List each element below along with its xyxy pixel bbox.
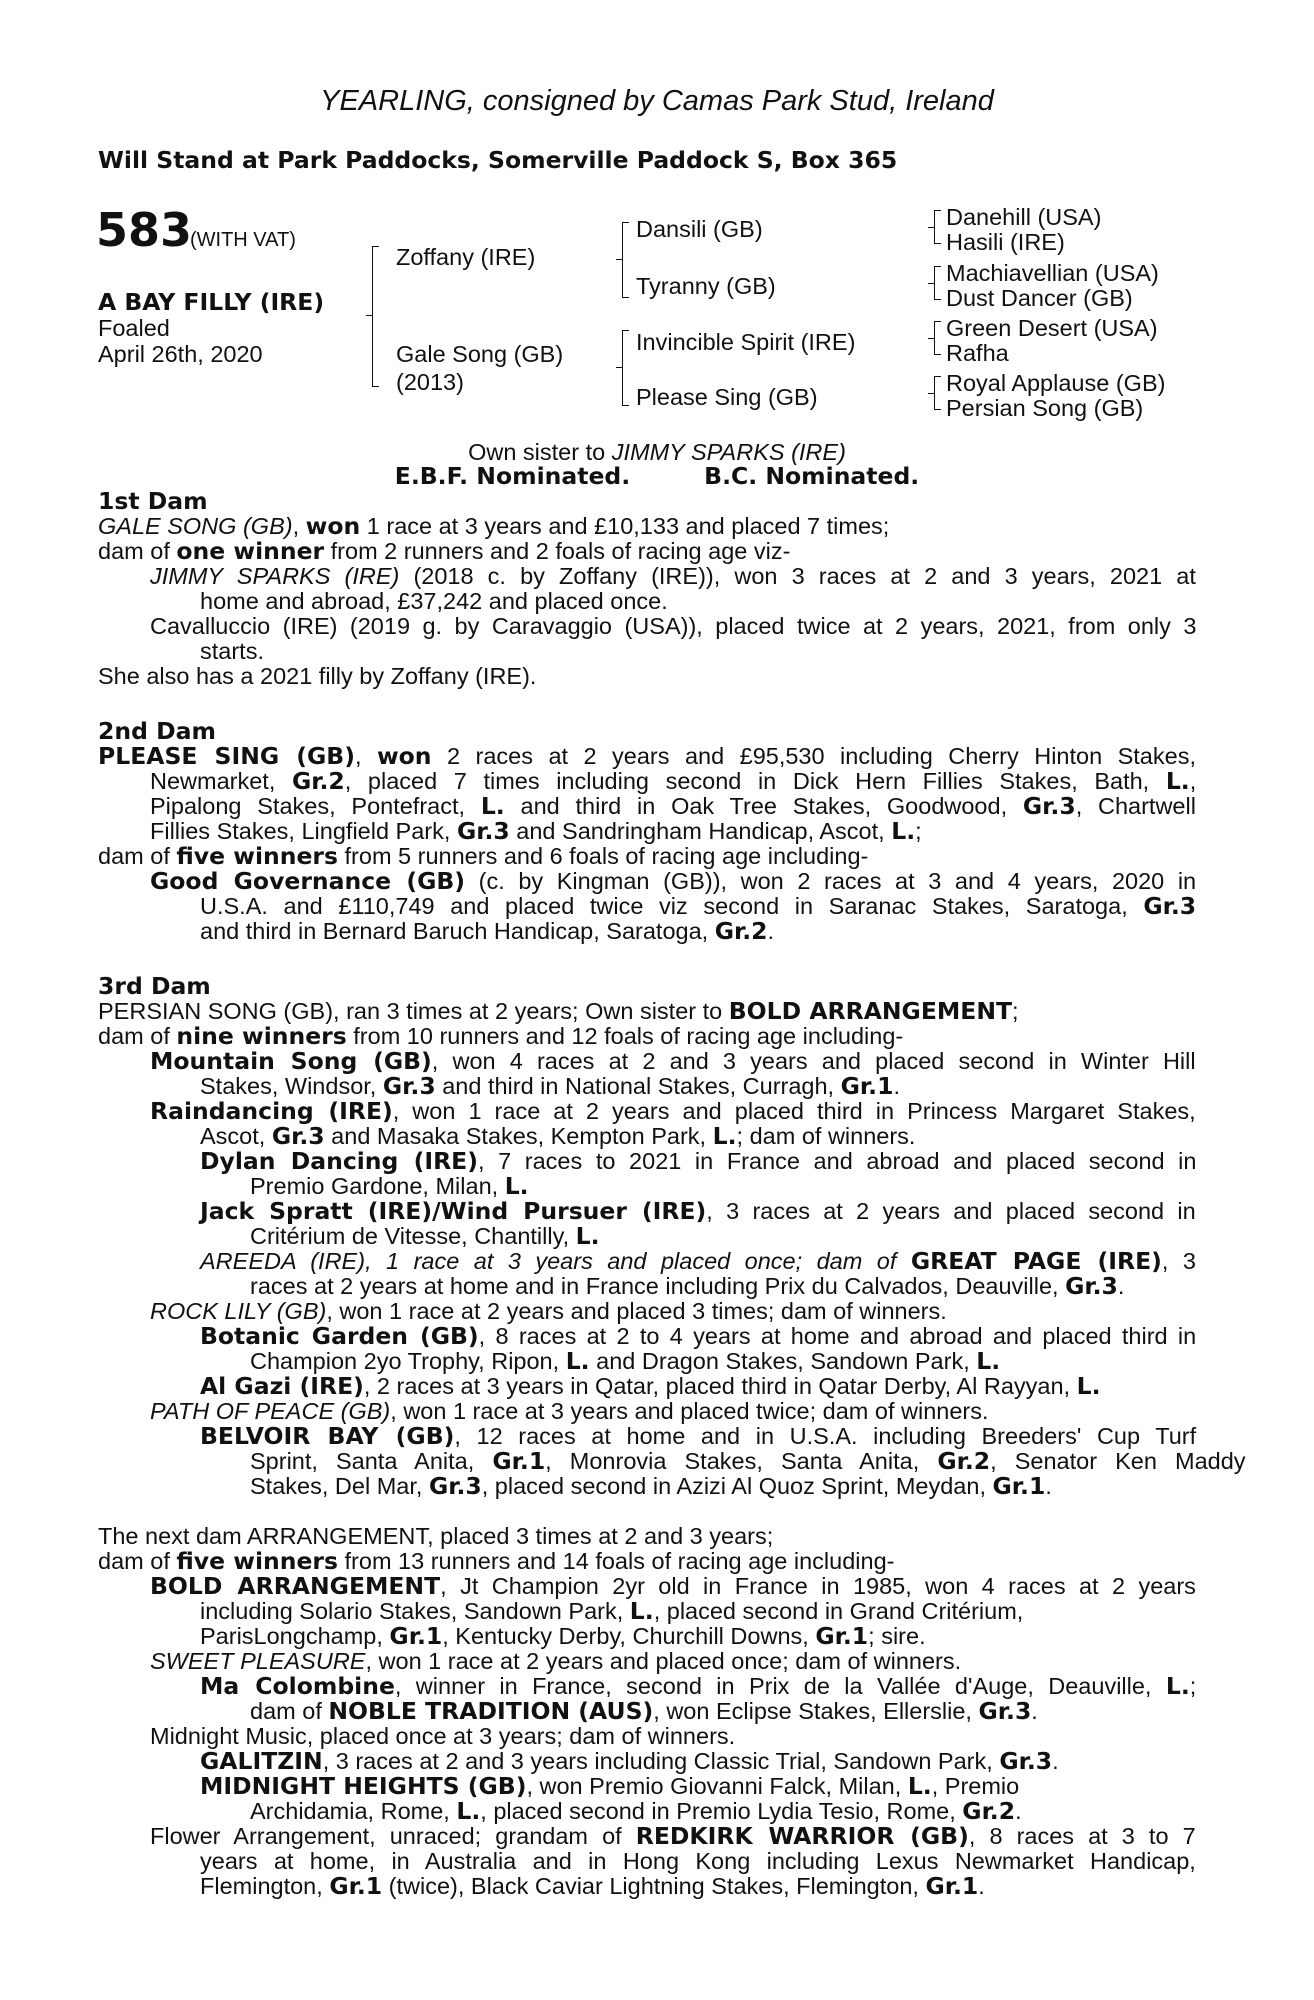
text-run: dam of bbox=[98, 538, 177, 564]
record-line bbox=[150, 1724, 735, 1749]
text-run: Fillies Stakes, Lingfield Park, bbox=[150, 818, 457, 844]
bold-text: five winners bbox=[176, 1547, 338, 1575]
foaled-label: Foaled bbox=[98, 315, 170, 341]
text-run: , 3 races at 2 and 3 years including Classic Trial, Sandown Park, bbox=[322, 1748, 1000, 1774]
bold-text: Gr.3 bbox=[1143, 892, 1197, 920]
text-run: , Kentucky Derby, Churchill Downs, bbox=[442, 1623, 816, 1649]
record-line bbox=[98, 844, 868, 869]
brace-notch bbox=[928, 393, 934, 394]
bold-text: Gr.1 bbox=[925, 1872, 979, 1900]
text-run: , 3 races at 2 years and placed second in bbox=[706, 1198, 1196, 1224]
text-run: (2018 c. by Zoffany (IRE)), won 3 races at 2 and 3 years, 2021 at bbox=[399, 563, 1196, 589]
text-run: and Sandringham Handicap, Ascot, bbox=[509, 818, 892, 844]
sire-line-brace bbox=[622, 222, 623, 298]
text-run: , Senator Ken Maddy bbox=[990, 1448, 1246, 1474]
text-run: , 2 races at 3 years in Qatar, placed third in Qatar Derby, Al Rayyan, bbox=[363, 1373, 1077, 1399]
gen3-item: Dansili (GB) bbox=[636, 216, 763, 242]
text-run: Pipalong Stakes, Pontefract, bbox=[150, 793, 481, 819]
text-run: Champion 2yo Trophy, Ripon, bbox=[250, 1348, 566, 1374]
text-run: , won 1 race at 3 years and placed twice; dam of winners. bbox=[390, 1398, 989, 1424]
text-run: ; bbox=[1189, 1673, 1197, 1699]
text-run: 1 race at 3 years and £10,133 and placed 7 times; bbox=[360, 513, 890, 539]
record-line bbox=[150, 1399, 989, 1424]
text-run: , Chartwell bbox=[1075, 793, 1196, 819]
record-line bbox=[200, 1749, 1059, 1774]
record-line bbox=[200, 1149, 1196, 1174]
bold-text: Gr.1 bbox=[840, 1072, 894, 1100]
bold-text: Gr.1 bbox=[992, 1472, 1046, 1500]
text-run: dam of bbox=[98, 1548, 177, 1574]
text-run: , won 1 race at 2 years and placed third in Princess Margaret Stakes, bbox=[392, 1098, 1196, 1124]
bold-text: BOLD ARRANGEMENT bbox=[150, 1572, 441, 1600]
text-run: , Jt Champion 2yr old in France in 1985, won 4 races at 2 years bbox=[440, 1573, 1196, 1599]
gen4-item: Machiavellian (USA) bbox=[946, 260, 1159, 286]
record-line bbox=[250, 1174, 529, 1199]
bc-nominated: B.C. Nominated. bbox=[704, 462, 920, 490]
text-run: and Dragon Stakes, Sandown Park, bbox=[589, 1348, 977, 1374]
bold-text: L. bbox=[891, 817, 916, 845]
bold-text: Gr.2 bbox=[937, 1447, 991, 1475]
text-run: and third in Oak Tree Stakes, Goodwood, bbox=[504, 793, 1023, 819]
gen3-item: Please Sing (GB) bbox=[636, 384, 818, 410]
gen4-item: Danehill (USA) bbox=[946, 204, 1102, 230]
bold-text: L. bbox=[575, 1222, 600, 1250]
text-run: and third in Bernard Baruch Handicap, Saratoga, bbox=[200, 918, 715, 944]
text-run: , won Premio Giovanni Falck, Milan, bbox=[526, 1773, 908, 1799]
bold-text: Gr.2 bbox=[714, 917, 768, 945]
record-line bbox=[150, 1824, 1196, 1849]
record-line bbox=[98, 539, 790, 564]
text-run: from 5 runners and 6 foals of racing age including- bbox=[337, 843, 869, 869]
record-line bbox=[200, 1074, 900, 1099]
bold-text: Gr.3 bbox=[999, 1747, 1053, 1775]
text-run: Premio Gardone, Milan, bbox=[250, 1173, 505, 1199]
record-line bbox=[200, 919, 774, 944]
lot-name: A BAY FILLY (IRE) bbox=[98, 288, 325, 316]
text-run: , won 1 race at 2 years and placed 3 times; dam of winners. bbox=[326, 1298, 947, 1324]
text-run: . bbox=[1031, 1698, 1038, 1724]
record-line bbox=[150, 564, 1196, 589]
first-dam-heading: 1st Dam bbox=[98, 487, 208, 515]
record-line bbox=[200, 1674, 1196, 1699]
bold-text: Gr.1 bbox=[329, 1872, 383, 1900]
bold-text: L. bbox=[1165, 1672, 1190, 1700]
text-run: , bbox=[292, 513, 306, 539]
text-run: , 8 races at 3 to 7 bbox=[968, 1823, 1196, 1849]
bold-text: nine winners bbox=[176, 1022, 347, 1050]
dam-year: (2013) bbox=[396, 369, 464, 395]
text-run: The next dam ARRANGEMENT, placed 3 times at 2 and 3 years; bbox=[98, 1523, 774, 1549]
record-line bbox=[200, 1124, 915, 1149]
record-line bbox=[98, 514, 889, 539]
text-run: including Solario Stakes, Sandown Park, bbox=[200, 1598, 630, 1624]
text-run: ; dam of winners. bbox=[736, 1123, 916, 1149]
text-run: from 13 runners and 14 foals of racing age including- bbox=[337, 1548, 895, 1574]
record-line bbox=[250, 1349, 1000, 1374]
bold-text: Jack Spratt (IRE)/Wind Pursuer (IRE) bbox=[200, 1197, 707, 1225]
brace-notch bbox=[928, 227, 934, 228]
text-run: Stakes, Windsor, bbox=[200, 1073, 383, 1099]
record-line bbox=[250, 1699, 1038, 1724]
record-line bbox=[150, 869, 1196, 894]
record-line bbox=[200, 1324, 1196, 1349]
gen4-brace bbox=[934, 321, 935, 355]
italic-text: PATH OF PEACE (GB) bbox=[150, 1398, 391, 1424]
text-run: Flower Arrangement, unraced; grandam of bbox=[150, 1823, 636, 1849]
text-run: Flemington, bbox=[200, 1873, 330, 1899]
text-run: , won 4 races at 2 and 3 years and placed second in Winter Hill bbox=[431, 1048, 1196, 1074]
brace-notch bbox=[616, 367, 622, 368]
text-run: , placed second in Grand Critérium, bbox=[653, 1598, 1024, 1624]
text-run: from 2 runners and 2 foals of racing age viz- bbox=[324, 538, 791, 564]
record-line bbox=[150, 769, 1196, 794]
record-line bbox=[200, 1849, 1196, 1874]
sire-dam-brace bbox=[372, 246, 373, 387]
bold-text: L. bbox=[907, 1772, 932, 1800]
record-line bbox=[200, 1374, 1101, 1399]
bold-text: Mountain Song (GB) bbox=[150, 1047, 432, 1075]
dam-line-brace bbox=[622, 330, 623, 406]
text-run: , Premio bbox=[931, 1773, 1020, 1799]
bold-text: Raindancing (IRE) bbox=[150, 1097, 393, 1125]
bold-text: won bbox=[376, 742, 432, 770]
gen4-item: Rafha bbox=[946, 340, 1009, 366]
record-line bbox=[250, 1274, 1124, 1299]
text-run: . bbox=[1015, 1798, 1022, 1824]
own-sister-note bbox=[0, 440, 1314, 465]
record-line bbox=[200, 1774, 1019, 1799]
bold-text: L. bbox=[712, 1122, 737, 1150]
text-run: and Masaka Stakes, Kempton Park, bbox=[324, 1123, 713, 1149]
brace-notch bbox=[928, 283, 934, 284]
text-run: ; bbox=[915, 818, 922, 844]
bold-text: Gr.2 bbox=[291, 767, 345, 795]
text-run: , won Eclipse Stakes, Ellerslie, bbox=[653, 1698, 979, 1724]
brace-notch bbox=[928, 338, 934, 339]
text-run: , won 1 race at 2 years and placed once; dam of winners. bbox=[365, 1648, 962, 1674]
text-run: . bbox=[978, 1873, 985, 1899]
text-run: , placed second in Azizi Al Quoz Sprint, Meydan, bbox=[481, 1473, 993, 1499]
text-run: , bbox=[1189, 768, 1197, 794]
record-line bbox=[98, 664, 536, 689]
bold-text: Gr.3 bbox=[382, 1072, 436, 1100]
text-run: from 10 runners and 12 foals of racing age including- bbox=[346, 1023, 904, 1049]
text-run: Ascot, bbox=[200, 1123, 272, 1149]
sire: Zoffany (IRE) bbox=[396, 244, 536, 270]
lot-number: 583 bbox=[96, 203, 193, 257]
text-run: , 8 races at 2 to 4 years at home and abroad and placed third in bbox=[478, 1323, 1197, 1349]
record-line bbox=[150, 1649, 961, 1674]
record-line bbox=[200, 1424, 1196, 1449]
text-run: , Monrovia Stakes, Santa Anita, bbox=[545, 1448, 938, 1474]
text-run: . bbox=[893, 1073, 900, 1099]
record-line bbox=[150, 1049, 1196, 1074]
text-run: She also has a 2021 filly by Zoffany (IRE). bbox=[98, 663, 537, 689]
text-run: Newmarket, bbox=[150, 768, 292, 794]
bold-text: L. bbox=[480, 792, 505, 820]
text-run: dam of bbox=[250, 1698, 329, 1724]
text-run: ; bbox=[1012, 998, 1019, 1024]
text-run: 2 races at 2 years and £95,530 including Cherry Hinton Stakes, bbox=[431, 743, 1196, 769]
text-run: starts. bbox=[200, 638, 264, 664]
text-run: . bbox=[1052, 1748, 1059, 1774]
gen4-brace bbox=[934, 266, 935, 300]
italic-text: JIMMY SPARKS (IRE) bbox=[150, 563, 400, 589]
record-line bbox=[98, 744, 1196, 769]
text-run: PERSIAN SONG (GB), ran 3 times at 2 years; Own sister to bbox=[98, 998, 729, 1024]
record-line bbox=[150, 614, 1196, 639]
text-run: races at 2 years at home and in France including Prix du Calvados, Deauville, bbox=[250, 1273, 1066, 1299]
brace-notch bbox=[616, 259, 622, 260]
gen4-brace bbox=[934, 376, 935, 410]
italic-text: ROCK LILY (GB) bbox=[150, 1298, 327, 1324]
text-run: Critérium de Vitesse, Chantilly, bbox=[250, 1223, 576, 1249]
bold-text: NOBLE TRADITION (AUS) bbox=[328, 1697, 654, 1725]
text-run: , bbox=[354, 743, 377, 769]
bold-text: MIDNIGHT HEIGHTS (GB) bbox=[200, 1772, 527, 1800]
text-run: (c. by Kingman (GB)), won 2 races at 3 and 4 years, 2020 in bbox=[465, 868, 1197, 894]
record-line bbox=[200, 1624, 926, 1649]
third-dam-heading: 3rd Dam bbox=[98, 972, 211, 1000]
text-run: , 3 bbox=[1161, 1248, 1196, 1274]
bold-text: GALITZIN bbox=[200, 1747, 323, 1775]
text-run: years at home, in Australia and in Hong Kong including Lexus Newmarket Handicap, bbox=[200, 1848, 1196, 1874]
text-run: dam of bbox=[98, 1023, 177, 1049]
bold-text: Gr.1 bbox=[492, 1447, 546, 1475]
bold-text: REDKIRK WARRIOR (GB) bbox=[635, 1822, 969, 1850]
bold-text: Gr.3 bbox=[1022, 792, 1076, 820]
bold-text: Gr.1 bbox=[815, 1622, 869, 1650]
foaled-date: April 26th, 2020 bbox=[98, 341, 263, 367]
gen4-brace bbox=[934, 210, 935, 244]
record-line bbox=[250, 1449, 1246, 1474]
record-line bbox=[98, 1549, 894, 1574]
bold-text: L. bbox=[629, 1597, 654, 1625]
italic-text: AREEDA (IRE) bbox=[200, 1248, 366, 1274]
text-run: . bbox=[1045, 1473, 1052, 1499]
gen4-item: Persian Song (GB) bbox=[946, 395, 1144, 421]
record-line bbox=[98, 1024, 903, 1049]
record-line bbox=[200, 1874, 985, 1899]
bold-text: Gr.3 bbox=[428, 1472, 482, 1500]
text-run: , 7 races to 2021 in France and abroad and placed second in bbox=[477, 1148, 1197, 1174]
text-run: dam of bbox=[98, 843, 177, 869]
text-run: Stakes, Del Mar, bbox=[250, 1473, 429, 1499]
record-line bbox=[250, 1474, 1052, 1499]
record-line bbox=[200, 1199, 1196, 1224]
own-sister-name: JIMMY SPARKS (IRE) bbox=[611, 439, 846, 465]
text-run: Archidamia, Rome, bbox=[250, 1798, 457, 1824]
bold-text: Gr.3 bbox=[978, 1697, 1032, 1725]
text-run: , placed second in Premio Lydia Tesio, Rome, bbox=[480, 1798, 963, 1824]
bold-text: Dylan Dancing (IRE) bbox=[200, 1147, 478, 1175]
text-run: ParisLongchamp, bbox=[200, 1623, 390, 1649]
bold-text: L. bbox=[1076, 1372, 1101, 1400]
italic-text: SWEET PLEASURE bbox=[150, 1648, 366, 1674]
record-line bbox=[150, 794, 1196, 819]
text-run: home and abroad, £37,242 and placed once. bbox=[200, 588, 668, 614]
italic-text: GALE SONG (GB) bbox=[98, 513, 293, 539]
ebf-nominated: E.B.F. Nominated. bbox=[394, 462, 631, 490]
text-run: , placed 7 times including second in Dick Hern Fillies Stakes, Bath, bbox=[344, 768, 1166, 794]
bold-text: L. bbox=[976, 1347, 1001, 1375]
dam: Gale Song (GB) bbox=[396, 341, 564, 367]
second-dam-heading: 2nd Dam bbox=[98, 717, 216, 745]
bold-text: L. bbox=[456, 1797, 481, 1825]
text-run: ; sire. bbox=[868, 1623, 926, 1649]
bold-text: L. bbox=[504, 1172, 529, 1200]
bold-text: Al Gazi (IRE) bbox=[200, 1372, 364, 1400]
bold-text: one winner bbox=[176, 537, 325, 565]
text-run: U.S.A. and £110,749 and placed twice viz second in Saranac Stakes, Saratoga, bbox=[200, 893, 1144, 919]
text-run: and third in National Stakes, Curragh, bbox=[435, 1073, 841, 1099]
bold-text: Gr.2 bbox=[962, 1797, 1016, 1825]
record-line bbox=[150, 1099, 1196, 1124]
gen4-item: Dust Dancer (GB) bbox=[946, 285, 1133, 311]
text-run: . bbox=[767, 918, 775, 944]
bold-text: five winners bbox=[176, 842, 338, 870]
stand-location: Will Stand at Park Paddocks, Somerville Paddock S, Box 365 bbox=[98, 146, 898, 174]
record-line bbox=[250, 1224, 600, 1249]
text-run: . bbox=[1117, 1273, 1125, 1299]
own-sister-prefix: Own sister to bbox=[468, 439, 612, 465]
bold-text: Gr.3 bbox=[456, 817, 510, 845]
record-line bbox=[150, 1299, 947, 1324]
text-run: Midnight Music, placed once at 3 years; dam of winners. bbox=[150, 1723, 736, 1749]
bold-text: GREAT PAGE (IRE) bbox=[910, 1247, 1162, 1275]
record-line bbox=[200, 1599, 1023, 1624]
text-run: , 12 races at home and in U.S.A. including Breeders' Cup Turf bbox=[454, 1423, 1197, 1449]
text-run: Cavalluccio (IRE) (2019 g. by Caravaggio (USA)), placed twice at 2 years, 2021, from only 3 bbox=[150, 613, 1197, 639]
record-line bbox=[200, 894, 1196, 919]
text-run: (twice), Black Caviar Lightning Stakes, Flemington, bbox=[382, 1873, 926, 1899]
bold-text: PLEASE SING (GB) bbox=[98, 742, 355, 770]
bold-text: Gr.3 bbox=[1065, 1272, 1118, 1300]
bold-text: Gr.1 bbox=[389, 1622, 443, 1650]
gen4-item: Hasili (IRE) bbox=[946, 229, 1065, 255]
nominations bbox=[0, 464, 1314, 489]
bold-text: Botanic Garden (GB) bbox=[200, 1322, 479, 1350]
record-line bbox=[200, 639, 264, 664]
page-title: YEARLING, consigned by Camas Park Stud, Ireland bbox=[320, 85, 994, 117]
record-line bbox=[200, 589, 668, 614]
bold-text: Ma Colombine bbox=[200, 1672, 395, 1700]
text-run: Sprint, Santa Anita, bbox=[250, 1448, 493, 1474]
bold-text: BELVOIR BAY (GB) bbox=[200, 1422, 455, 1450]
gen3-item: Invincible Spirit (IRE) bbox=[636, 329, 856, 355]
bold-text: won bbox=[305, 512, 361, 540]
gen4-item: Green Desert (USA) bbox=[946, 315, 1158, 341]
record-line bbox=[98, 1524, 773, 1549]
record-line bbox=[250, 1799, 1022, 1824]
record-line bbox=[150, 1574, 1196, 1599]
bold-text: Good Governance (GB) bbox=[150, 867, 466, 895]
bold-text: L. bbox=[565, 1347, 590, 1375]
record-line bbox=[150, 819, 922, 844]
record-line bbox=[98, 999, 1019, 1024]
vat-note: (WITH VAT) bbox=[190, 229, 296, 251]
bold-text: BOLD ARRANGEMENT bbox=[728, 997, 1013, 1025]
bold-text: Gr.3 bbox=[271, 1122, 325, 1150]
record-line bbox=[200, 1249, 1196, 1274]
text-run: , winner in France, second in Prix de la Vallée d'Auge, Deauville, bbox=[394, 1673, 1166, 1699]
brace-notch bbox=[366, 315, 372, 316]
italic-text: , 1 race at 3 years and placed once; dam of bbox=[365, 1248, 911, 1274]
gen3-item: Tyranny (GB) bbox=[636, 273, 776, 299]
bold-text: L. bbox=[1165, 767, 1190, 795]
gen4-item: Royal Applause (GB) bbox=[946, 370, 1166, 396]
